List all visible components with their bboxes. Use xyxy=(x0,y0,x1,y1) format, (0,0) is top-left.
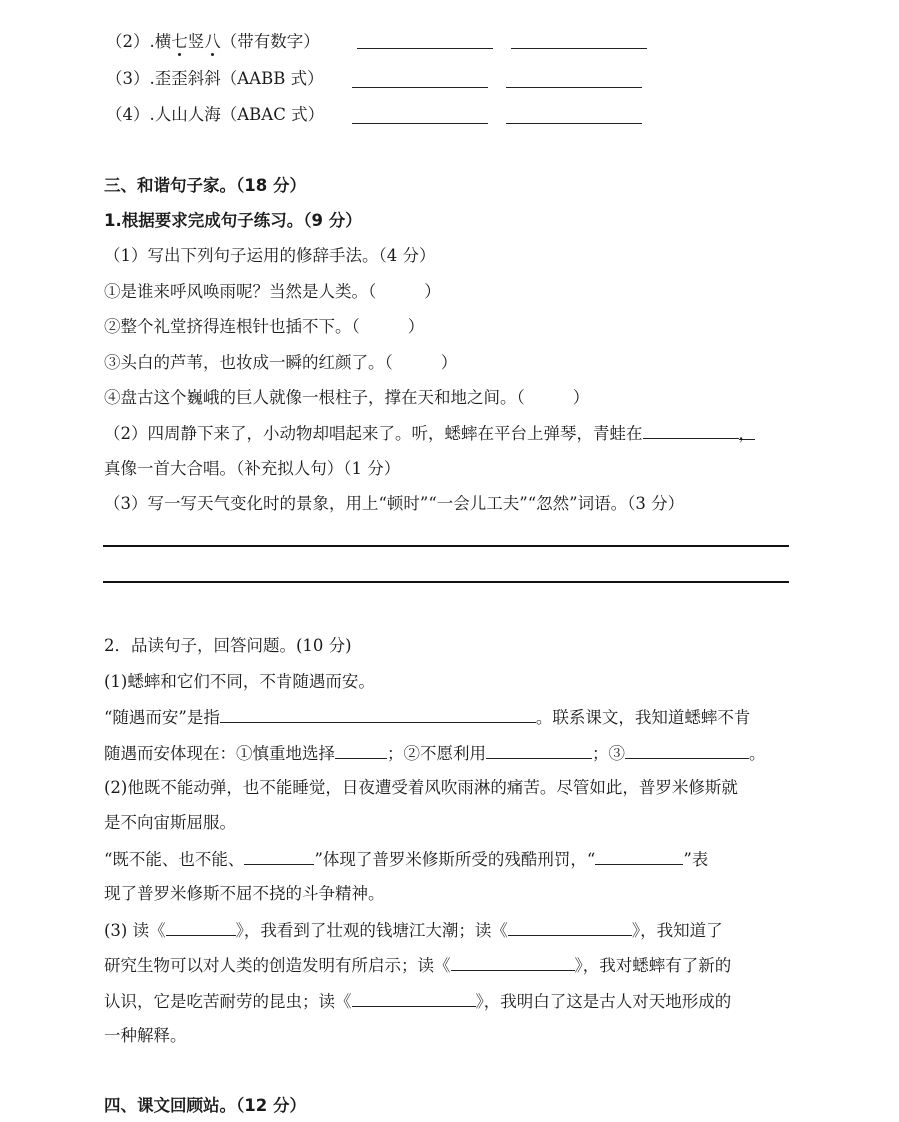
item-2-mid: 竖 xyxy=(187,32,205,51)
rhetoric-item-2 xyxy=(104,316,424,338)
rhetoric-item-4 xyxy=(104,387,589,409)
q2-p3-l1b: 》，我看到了壮观的钱塘江大潮；读《 xyxy=(235,921,508,940)
q2-p3-l3b: 》，我明白了这是古人对天地形成的 xyxy=(475,992,732,1011)
item-4-line: （4）.人山人海（ABAC 式） xyxy=(106,105,325,124)
q2-p3-line1 xyxy=(104,919,723,942)
q2-p3-l1a: (3) 读《 xyxy=(104,921,166,940)
rhetoric-answer-4[interactable] xyxy=(525,387,573,403)
q2-p3-line4: 一种解释。 xyxy=(104,1026,187,1045)
q2-p2-l3b: ”体现了普罗米修斯所受的残酷刑罚，“ xyxy=(314,850,596,869)
answer-blank-2b[interactable] xyxy=(511,48,647,49)
q1-sub2-text: （2）四周静下来了，小动物却唱起来了。听，蟋蟀在平台上弹琴，青蛙在 xyxy=(104,424,643,443)
rhetoric-item-2-text: ②整个礼堂挤得连根针也插不下。（ xyxy=(104,317,360,336)
rhetoric-answer-3[interactable] xyxy=(393,352,441,368)
section-3-heading: 三、和谐句子家。（18 分） xyxy=(104,176,306,195)
q2-p1-l1b: 。联系课文，我知道蟋蟀不肯 xyxy=(535,708,751,727)
item-2-prefix: （2）.横 xyxy=(106,32,172,51)
emphasis-char-qi: 七 xyxy=(171,32,188,51)
q2-p3-l2a: 研究生物可以对人类的创造发明有所启示；读《 xyxy=(104,956,451,975)
book-blank-1[interactable] xyxy=(166,919,236,936)
book-blank-3[interactable] xyxy=(451,954,575,971)
q1-sub2-line2: 真像一首大合唱。（补充拟人句）（1 分） xyxy=(104,459,401,478)
q2-p2-line2: 是不向宙斯屈服。 xyxy=(104,813,236,832)
item-2-line xyxy=(106,31,320,53)
personification-blank[interactable] xyxy=(643,422,739,439)
answer-blank-4a[interactable] xyxy=(352,123,488,124)
q1-sub3-label: （3）写一写天气变化时的景象，用上“顿时”“一会儿工夫”“忽然”词语。（3 分） xyxy=(104,494,685,513)
answer-blank-4b[interactable] xyxy=(506,123,642,124)
q2-p2-l3a: “既不能、也不能、 xyxy=(104,850,245,869)
answer-blank-3b[interactable] xyxy=(506,87,642,88)
q2-p1-l2d: 。 xyxy=(749,744,766,763)
use-blank[interactable] xyxy=(486,742,592,759)
rhetoric-item-1-text: ①是谁来呼风唤雨呢？当然是人类。（ xyxy=(104,282,377,301)
q2-p2-l3c: ”表 xyxy=(683,850,709,869)
emphasis-char-ba: 八 xyxy=(204,32,221,51)
meaning-blank[interactable] xyxy=(220,706,536,723)
answer-blank-3a[interactable] xyxy=(352,87,488,88)
rhetoric-item-1-close: ） xyxy=(424,282,441,301)
rhetoric-item-3 xyxy=(104,352,457,374)
q2-p2-line4: 现了普罗米修斯不屈不挠的斗争精神。 xyxy=(104,884,385,903)
q2-p3-l3a: 认识，它是吃苦耐劳的昆虫；读《 xyxy=(104,992,352,1011)
personification-comma: ， xyxy=(738,424,755,443)
q2-p1-l2b: ；②不愿利用 xyxy=(387,744,486,763)
punishment-blank[interactable] xyxy=(244,848,314,865)
q2-p3-line3 xyxy=(104,990,731,1013)
rhetoric-item-4-text: ④盘古这个巍峨的巨人就像一根柱子，撑在天和地之间。（ xyxy=(104,388,525,407)
rhetoric-answer-2[interactable] xyxy=(360,316,408,332)
rhetoric-item-1 xyxy=(104,281,441,303)
item-3-line: （3）.歪歪斜斜（AABB 式） xyxy=(106,69,324,88)
q2-p1-l2a: 随遇而安体现在：①慎重地选择 xyxy=(104,744,335,763)
rhetoric-item-2-close: ） xyxy=(407,317,425,336)
choose-blank[interactable] xyxy=(335,742,387,759)
q2-p3-l1c: 》，我知道了 xyxy=(631,921,723,940)
rhetoric-answer-1[interactable] xyxy=(376,281,424,297)
q2-p2-line3 xyxy=(104,848,708,871)
q2-p1-sentence: (1)蟋蟀和它们不同，不肯随遇而安。 xyxy=(104,672,375,691)
question-1-heading: 1.根据要求完成句子练习。（9 分） xyxy=(104,211,362,230)
q2-p3-l2b: 》，我对蟋蟀有了新的 xyxy=(574,956,732,975)
book-blank-2[interactable] xyxy=(508,919,632,936)
q2-p2-line1: (2)他既不能动弹，也不能睡觉，日夜遭受着风吹雨淋的痛苦。尽管如此，普罗米修斯就 xyxy=(104,778,738,797)
spirit-blank[interactable] xyxy=(595,848,683,865)
q2-p1-line2 xyxy=(104,742,766,765)
q2-p1-l1a: “随遇而安”是指 xyxy=(104,708,220,727)
writing-line-2[interactable] xyxy=(103,581,789,583)
rhetoric-item-4-close: ） xyxy=(572,388,590,407)
third-blank[interactable] xyxy=(625,742,749,759)
book-blank-4[interactable] xyxy=(352,990,476,1007)
q2-p1-line1 xyxy=(104,706,750,729)
answer-blank-2a[interactable] xyxy=(357,48,493,49)
question-2-heading: 2．品读句子，回答问题。(10 分) xyxy=(104,636,352,655)
q2-p3-line2 xyxy=(104,954,731,977)
q1-sub2-line1 xyxy=(104,422,755,445)
rhetoric-item-3-text: ③头白的芦苇，也妆成一瞬的红颜了。（ xyxy=(104,353,393,372)
writing-line-1[interactable] xyxy=(103,545,789,547)
q2-p1-l2c: ；③ xyxy=(592,744,625,763)
q1-sub1-label: （1）写出下列句子运用的修辞手法。（4 分） xyxy=(104,246,436,265)
section-4-heading: 四、课文回顾站。（12 分） xyxy=(104,1096,306,1115)
item-2-suffix: （带有数字） xyxy=(220,32,320,51)
rhetoric-item-3-close: ） xyxy=(440,353,458,372)
